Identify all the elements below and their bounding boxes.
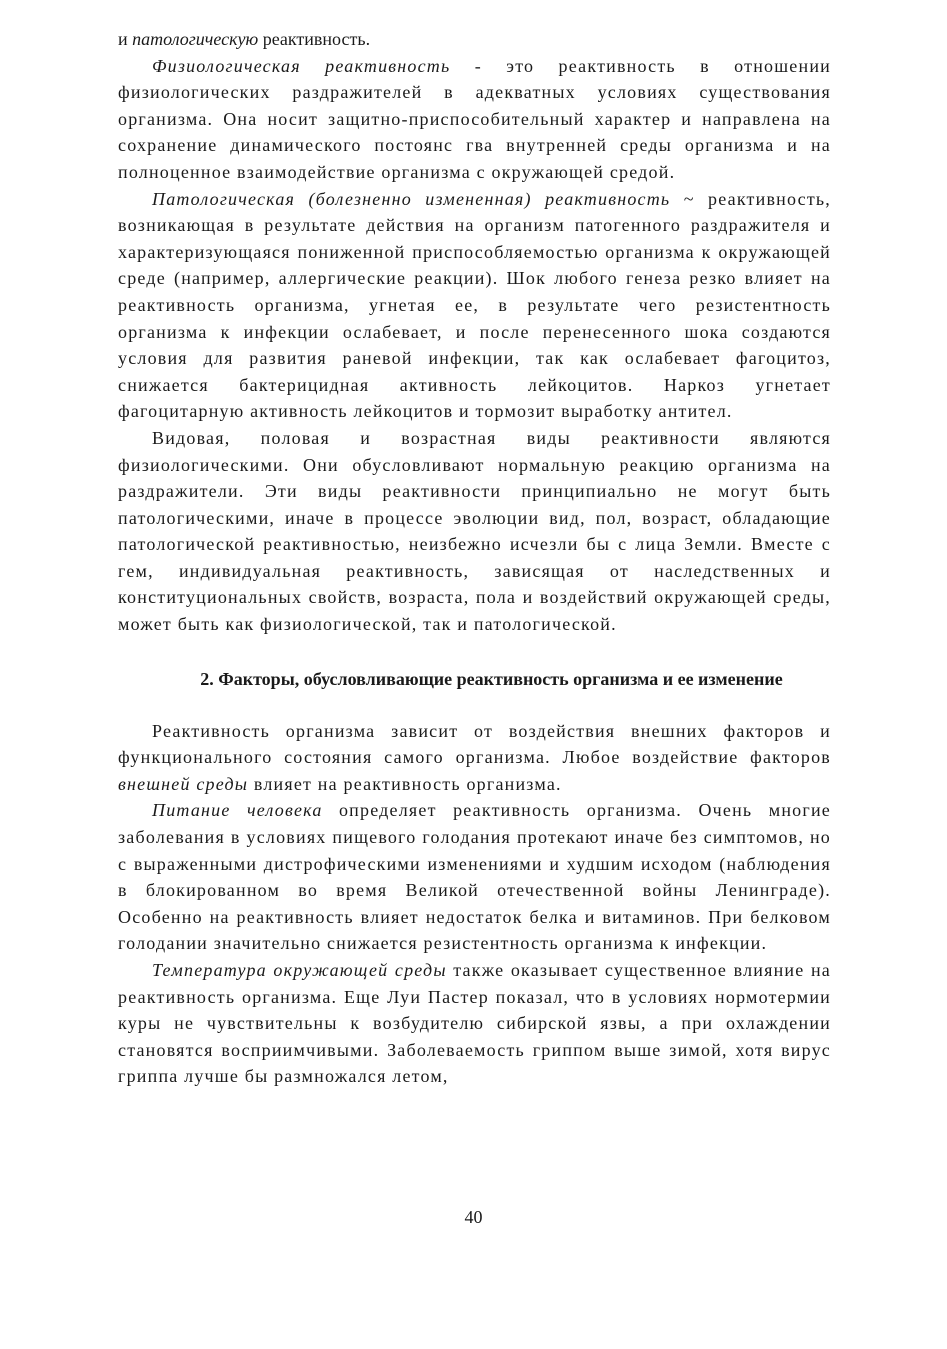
page-number: 40 <box>464 1207 483 1227</box>
paragraph-text: Видовая, половая и возрастная виды реактивности являются физиологическими. Они обусловливают нормальную реакцию организма на раздражители. Эти виды реактивности принципиально не могут быть патологическими, иначе в процессе эволюции вид, пол, возраст, обладающие патологической реактивностью, неизбежно исчезли бы с лица Земли. Вместе с гем, индивидуальная реактивность, зависящая от наследственных и конституциональных свойств, возраста, пола и воздействий окружающей среды, может быть как физиологической, так и патологической. <box>118 427 831 635</box>
paragraph-lead: и <box>118 29 133 49</box>
paragraph-physiological-reactivity <box>118 53 831 186</box>
paragraph-species-reactivity <box>118 425 831 638</box>
paragraph-pathological-reactivity <box>118 186 831 425</box>
paragraph-text: влияет на реактивность организма. <box>248 773 562 794</box>
italic-term: Питание человека <box>152 800 323 821</box>
paragraph-continuation <box>118 26 831 53</box>
paragraph-text: ~ реактивность, возникающая в результате действия на организм патогенного раздражителя и характеризующаяся пониженной приспособляемостью организма к окружающей среде (например, аллергические реакции). Шок любого генеза резко влияет на реактивность организма, угнетая ее, в результате чего резистентность организма к инфекции ослабевает, и после перенесенного шока создаются условия для развития раневой инфекции, так как ослабевает фагоцитоз, снижается бактерицидная активность лейкоцитов. Наркоз угнетает фагоцитарную активность лейкоцитов и тормозит выработку антител. <box>118 188 831 422</box>
paragraph-nutrition <box>118 797 831 957</box>
italic-term: патологическую <box>132 29 259 49</box>
italic-term: внешней среды <box>118 773 249 794</box>
paragraph-text: определяет реактивность организма. Очень многие заболевания в условиях пищевого голодания протекают иначе без симптомов, но с выраженными дистрофическими изменениями и худшим исходом (наблюдения в блокированном во время Великой отечественной войны Ленинграде). Особенно на реактивность влияет недостаток белка и витаминов. При белковом голодании значительно снижается резистентность организма к инфекции. <box>118 800 831 954</box>
paragraph-external-factors <box>118 718 831 798</box>
italic-term: Патологическая (болезненно измененная) реактивность <box>152 188 671 209</box>
paragraph-temperature <box>118 957 831 1090</box>
section-heading: 2. Факторы, обусловливающие реактивность организма и ее изменение <box>200 668 783 689</box>
italic-term: Температура окружающей среды <box>152 960 447 980</box>
paragraph-text: реактивность. <box>258 29 371 49</box>
paragraph-text: также оказывает существенное влияние на реактивность организма. Еще Луи Пастер показал, что в условиях нормотермии куры не чувствительны к возбудителю сибирской язвы, а при охлаждении становятся восприимчивыми. Заболеваемость гриппом выше зимой, хотя вирус гриппа лучше бы размножался летом, <box>118 960 831 1087</box>
document-page <box>118 26 831 1090</box>
paragraph-text: - это реактивность в отношении физиологических раздражителей в адекватных условиях существования организма. Она носит защитно-приспособительный характер и направлена на сохранение динамического постоянс гва внутренней среды организма и на полноценное взаимодействие организма с окружающей средой. <box>118 55 831 182</box>
paragraph-lead: Реактивность организма зависит от воздействия внешних факторов и функционального состояния самого организма. Любое воздействие факторов <box>118 720 831 768</box>
italic-term: Физиологическая реактивность <box>152 55 451 76</box>
